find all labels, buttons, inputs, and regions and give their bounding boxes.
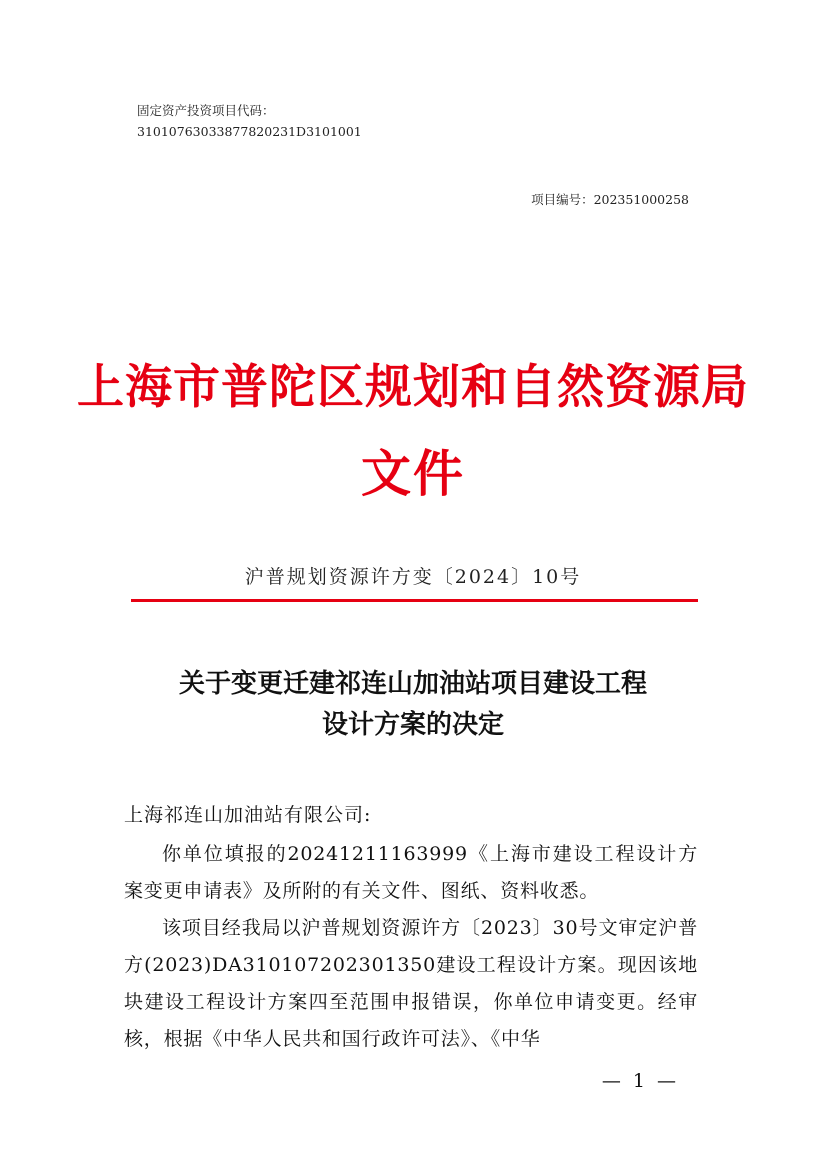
project-number: 项目编号：202351000258	[531, 192, 689, 207]
document-word: 文件	[361, 444, 465, 503]
page-number: — 1 —	[601, 1070, 679, 1092]
red-divider-line	[131, 599, 698, 602]
subject-line-2: 设计方案的决定	[321, 710, 504, 740]
body-paragraph: 该项目经我局以沪普规划资源许方〔2023〕30号文审定沪普方(2023)DA310107202301350建设工程设计方案。现因该地块建设工程设计方案四至范围申报错误，你单位申请变更。经审核，根据《中华人民共和国行政许可法》、《中华	[124, 917, 698, 1050]
document-number: 沪普规划资源许方变〔2024〕10号	[244, 566, 582, 588]
salutation: 上海祁连山加油站有限公司:	[124, 804, 372, 826]
document-subject	[0, 664, 826, 746]
fixed-asset-code-value: 3101076303387782023​1D3101001	[137, 124, 362, 139]
fixed-asset-code-label: 固定资产投资项目代码：	[137, 103, 275, 118]
subject-line-1: 关于变更迁建祁连山加油站项目建设工程	[178, 669, 647, 699]
issuer-title: 上海市普陀区规划和自然资源局	[77, 360, 749, 415]
body-paragraph: 你单位填报的20241211163999《上海市建设工程设计方案变更申请表》及所附的有关文件、图纸、资料收悉。	[124, 843, 698, 902]
letter-body	[124, 836, 698, 1058]
